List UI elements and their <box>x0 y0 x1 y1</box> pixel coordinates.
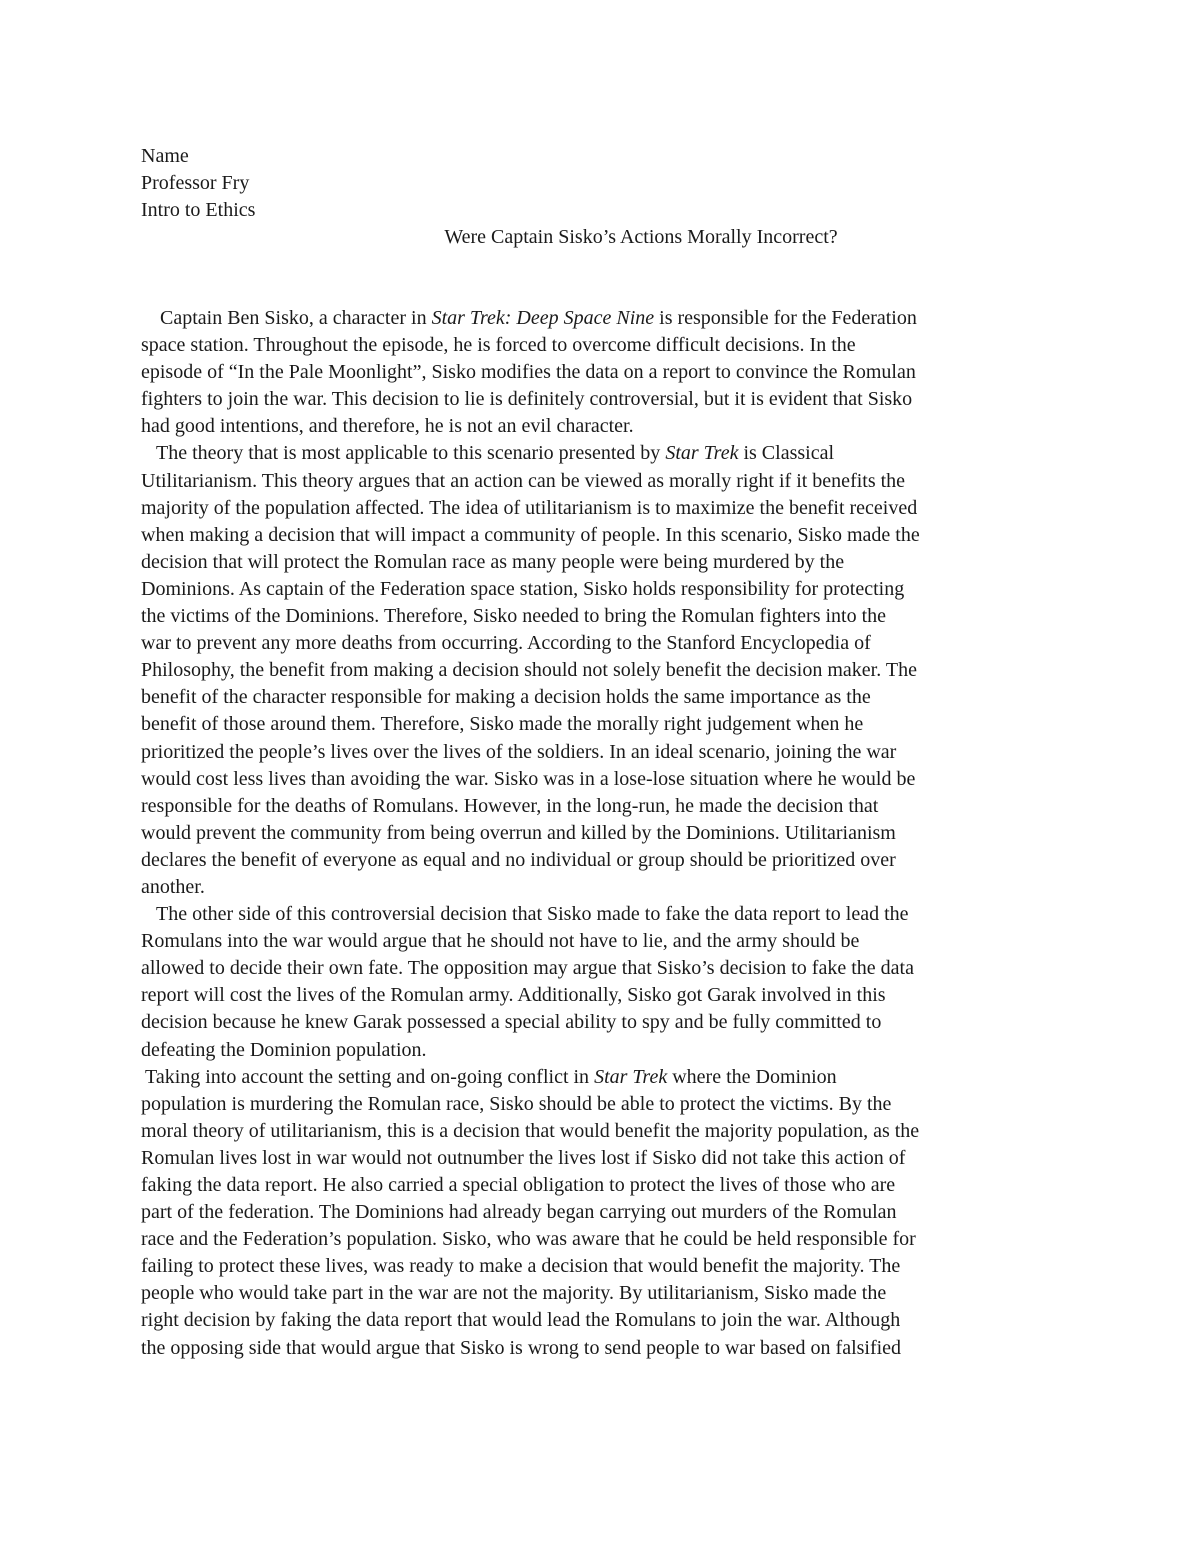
text-line: declares the benefit of everyone as equal and no individual or group should be prioritized over <box>141 848 896 871</box>
paragraph-2 <box>141 440 1061 901</box>
text-line: space station. Throughout the episode, he is forced to overcome difficult decisions. In the <box>141 334 856 357</box>
text-line: right decision by faking the data report that would lead the Romulans to join the war. Although <box>141 1309 901 1332</box>
text-line: would prevent the community from being overrun and killed by the Dominions. Utilitarianism <box>141 821 896 844</box>
show-title-italic: Star Trek: Deep Space Nine <box>431 307 655 329</box>
text-line: faking the data report. He also carried a special obligation to protect the lives of those who are <box>141 1174 896 1196</box>
text-line: part of the federation. The Dominions had already began carrying out murders of the Romulan <box>141 1201 897 1224</box>
text-span: Captain Ben Sisko, a character in <box>160 307 432 329</box>
text-span: where the Dominion <box>667 1065 837 1088</box>
text-line: had good intentions, and therefore, he is not an evil character. <box>141 415 634 438</box>
text-line: another. <box>141 875 205 898</box>
course-name: Intro to Ethics <box>141 199 256 222</box>
text-line: the victims of the Dominions. Therefore, Sisko needed to bring the Romulan fighters into the <box>141 605 887 628</box>
text-line <box>141 440 1061 467</box>
text-line <box>141 1064 1061 1091</box>
text-line <box>141 305 1061 332</box>
text-line: the opposing side that would argue that Sisko is wrong to send people to war based on falsified <box>141 1336 902 1359</box>
text-line: Romulan lives lost in war would not outnumber the lives lost if Sisko did not take this action of <box>141 1146 906 1169</box>
text-line: failing to protect these lives, was ready to make a decision that would benefit the majority. The <box>141 1255 901 1278</box>
text-span: is Classical <box>738 442 835 465</box>
text-line: benefit of the character responsible for making a decision holds the same importance as the <box>141 686 871 709</box>
text-line: moral theory of utilitarianism, this is a decision that would benefit the majority population, as the <box>141 1119 920 1142</box>
text-line: Utilitarianism. This theory argues that an action can be viewed as morally right if it benefits the <box>141 469 906 492</box>
show-title-italic: Star Trek <box>594 1065 668 1088</box>
text-line: Romulans into the war would argue that he should not have to lie, and the army should be <box>141 930 860 953</box>
essay-body <box>141 305 1061 1362</box>
text-line: would cost less lives than avoiding the war. Sisko was in a lose-lose situation where he would be <box>141 767 916 790</box>
paragraph-4 <box>141 1064 1061 1362</box>
text-line: race and the Federation’s population. Sisko, who was aware that he could be held responsible for <box>141 1228 916 1251</box>
text-line: allowed to decide their own fate. The opposition may argue that Sisko’s decision to fake the data <box>141 957 914 980</box>
text-line: war to prevent any more deaths from occurring. According to the Stanford Encyclopedia of <box>141 632 871 655</box>
text-line: population is murdering the Romulan race, Sisko should be able to protect the victims. By the <box>141 1092 892 1115</box>
text-line: responsible for the deaths of Romulans. However, in the long-run, he made the decision that <box>141 794 879 817</box>
essay-title: Were Captain Sisko’s Actions Morally Incorrect? <box>444 226 838 249</box>
text-line: majority of the population affected. The idea of utilitarianism is to maximize the benefit received <box>141 496 918 519</box>
text-line: Philosophy, the benefit from making a decision should not solely benefit the decision maker. The <box>141 659 917 682</box>
text-line: prioritized the people’s lives over the lives of the soldiers. In an ideal scenario, joining the war <box>141 740 897 763</box>
text-line: benefit of those around them. Therefore, Sisko made the morally right judgement when he <box>141 713 864 736</box>
text-span: Taking into account the setting and on-going conflict in <box>145 1065 595 1088</box>
text-line: decision that will protect the Romulan race as many people were being murdered by the <box>141 550 845 573</box>
text-line: decision because he knew Garak possessed a special ability to spy and be fully committed to <box>141 1011 882 1034</box>
professor-name: Professor Fry <box>141 172 250 195</box>
text-line: people who would take part in the war are not the majority. By utilitarianism, Sisko made the <box>141 1282 887 1305</box>
text-line: Dominions. As captain of the Federation space station, Sisko holds responsibility for protecting <box>141 577 905 600</box>
text-span: The theory that is most applicable to this scenario presented by <box>156 442 666 465</box>
text-line: fighters to join the war. This decision to lie is definitely controversial, but it is evident that Sisko <box>141 388 913 411</box>
paragraph-3 <box>141 901 1061 1064</box>
text-line: The other side of this controversial decision that Sisko made to fake the data report to lead the <box>156 903 909 926</box>
student-name: Name <box>141 145 189 167</box>
show-title-italic: Star Trek <box>665 442 739 465</box>
text-line: when making a decision that will impact a community of people. In this scenario, Sisko made the <box>141 523 920 546</box>
text-span: is responsible for the Federation <box>654 307 917 329</box>
text-line: episode of “In the Pale Moonlight”, Sisko modifies the data on a report to convince the Romulan <box>141 361 916 384</box>
paragraph-1 <box>141 305 1061 440</box>
text-line: report will cost the lives of the Romulan army. Additionally, Sisko got Garak involved in this <box>141 984 886 1007</box>
text-line: defeating the Dominion population. <box>141 1038 427 1061</box>
document-header <box>141 143 1061 251</box>
